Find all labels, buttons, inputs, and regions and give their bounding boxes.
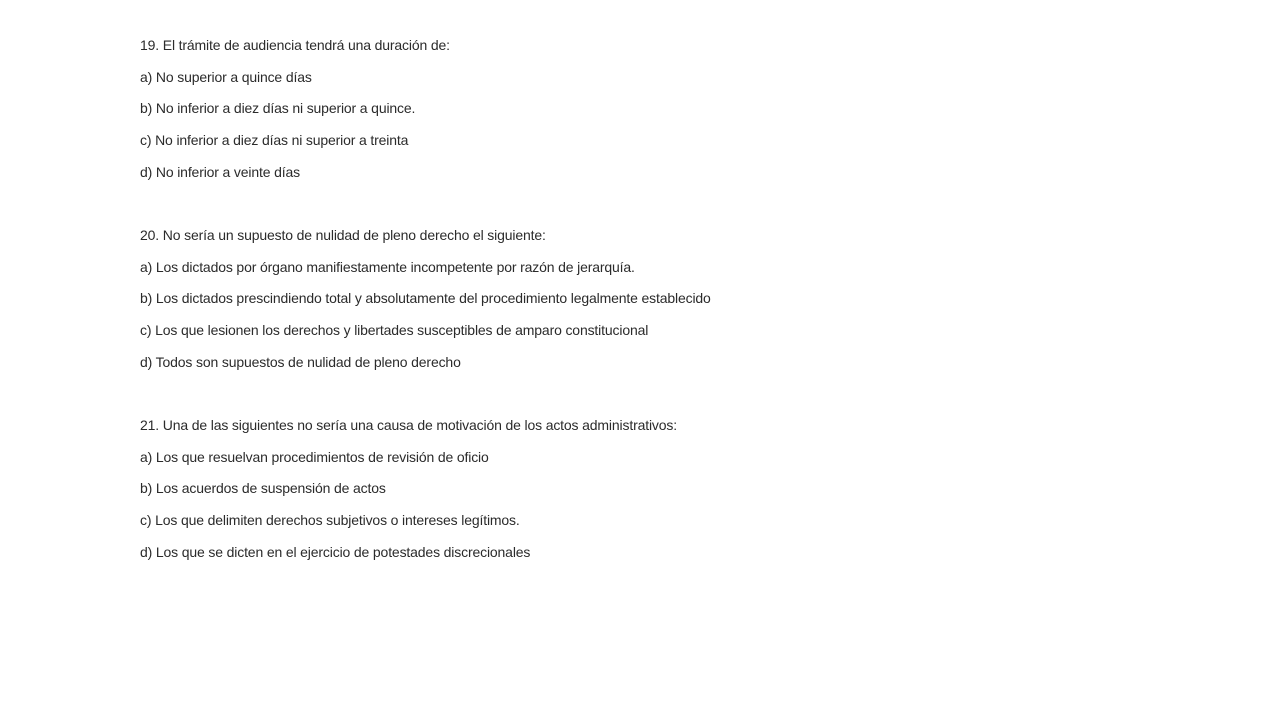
option-a: a) Los dictados por órgano manifiestamente incompetente por razón de jerarquía. xyxy=(140,258,635,275)
option-d: d) Los que se dicten en el ejercicio de potestades discrecionales xyxy=(140,543,531,560)
option-c: c) Los que delimiten derechos subjetivos o intereses legítimos. xyxy=(140,512,520,529)
option-d: d) No inferior a veinte días xyxy=(140,163,300,180)
option-b: b) No inferior a diez días ni superior a quince. xyxy=(140,100,416,117)
option-c: c) No inferior a diez días ni superior a treinta xyxy=(140,132,409,149)
option-d: d) Todos son supuestos de nulidad de pleno derecho xyxy=(140,353,461,370)
option-a: a) No superior a quince días xyxy=(140,68,312,85)
option-b: b) Los acuerdos de suspensión de actos xyxy=(140,480,386,497)
question-stem: 19. El trámite de audiencia tendrá una duración de: xyxy=(140,37,450,53)
question-19 xyxy=(140,36,450,181)
option-a: a) Los que resuelvan procedimientos de revisión de oficio xyxy=(140,448,489,465)
question-stem: 21. Una de las siguientes no sería una causa de motivación de los actos administrativos: xyxy=(140,417,677,433)
question-stem: 20. No sería un supuesto de nulidad de pleno derecho el siguiente: xyxy=(140,227,546,243)
option-c: c) Los que lesionen los derechos y libertades susceptibles de amparo constitucional xyxy=(140,322,649,339)
option-b: b) Los dictados prescindiendo total y absolutamente del procedimiento legalmente establecido xyxy=(140,290,711,307)
question-21 xyxy=(140,416,677,561)
question-20 xyxy=(140,226,711,371)
